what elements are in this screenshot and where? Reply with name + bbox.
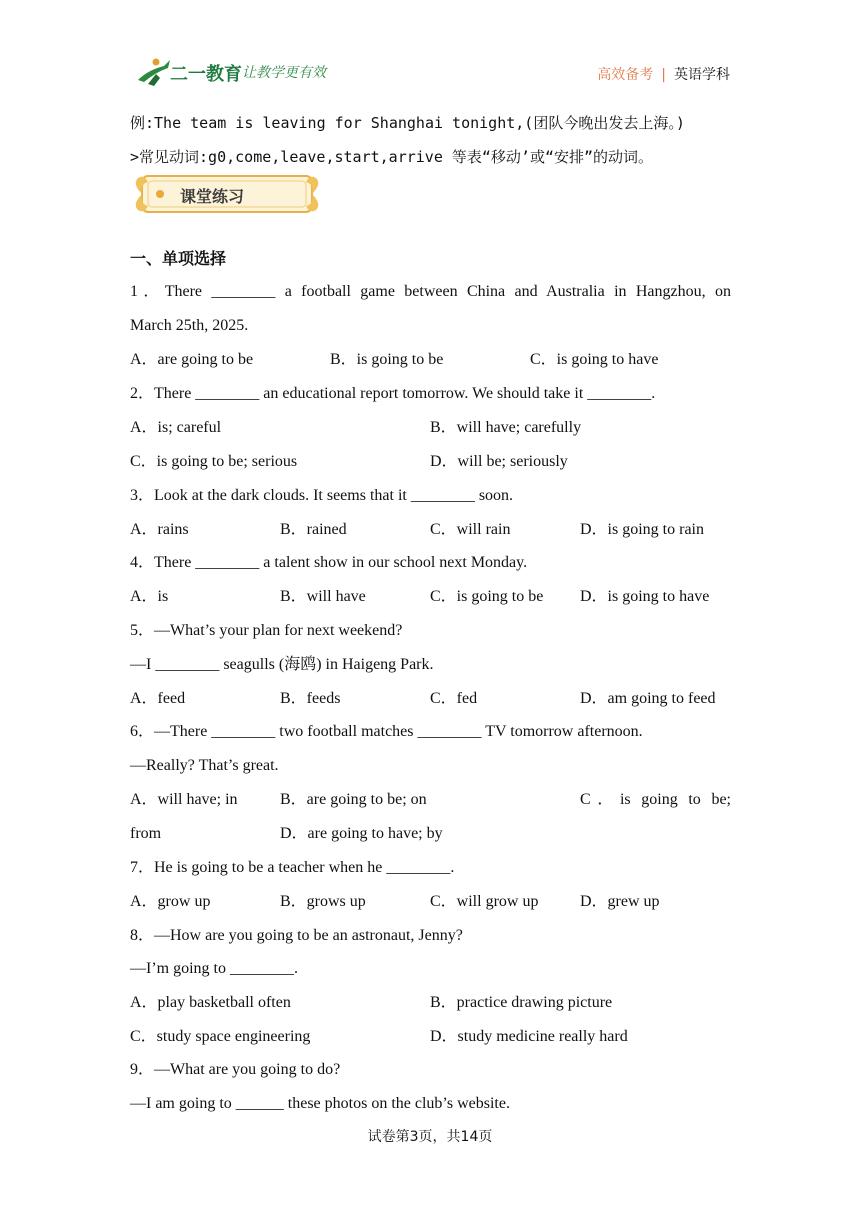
option-a[interactable]: A．is: [130, 588, 169, 605]
option-c[interactable]: C．study space engineering: [130, 1028, 311, 1045]
option-d[interactable]: D．study medicine really hard: [430, 1028, 628, 1045]
option-d[interactable]: D．is going to have: [580, 588, 710, 605]
option-b[interactable]: B．will have; carefully: [430, 419, 582, 436]
question-stem: —Really? That’s great.: [130, 757, 279, 774]
option-b[interactable]: B．is going to be: [330, 351, 444, 368]
question-stem: March 25th, 2025.: [130, 317, 249, 334]
question-stem: 8．—How are you going to be an astronaut, Jenny?: [130, 927, 463, 944]
option-a[interactable]: A．feed: [130, 690, 186, 707]
option-a[interactable]: A．is; careful: [130, 419, 222, 436]
option-a[interactable]: A．rains: [130, 521, 189, 538]
question-stem: 1．There ________ a football game between China and Australia in Hangzhou, on: [130, 283, 731, 300]
question-stem: 5．—What’s your plan for next weekend?: [130, 622, 403, 639]
question-stem: —I’m going to ________.: [130, 960, 298, 977]
question-stem: —I am going to ______ these photos on the club’s website.: [130, 1095, 510, 1112]
option-b[interactable]: B．grows up: [280, 893, 366, 910]
question-stem: 9．—What are you going to do?: [130, 1061, 341, 1078]
runner-icon: [134, 56, 174, 88]
option-c[interactable]: C．will grow up: [430, 893, 539, 910]
option-a[interactable]: A．are going to be: [130, 351, 254, 368]
page-number: 试卷第3页，共14页: [367, 1129, 493, 1145]
option-d[interactable]: D．is going to rain: [580, 521, 704, 538]
logo-name: 二一教育: [170, 64, 242, 85]
page-header: [0, 0, 860, 100]
question-stem: 7．He is going to be a teacher when he ________.: [130, 859, 455, 876]
section-title: 一、单项选择: [130, 249, 227, 268]
option-b[interactable]: B．will have: [280, 588, 366, 605]
question-stem: 3．Look at the dark clouds. It seems that it ________ soon.: [130, 487, 514, 504]
question-stem: 2．There ________ an educational report tomorrow. We should take it ________.: [130, 385, 656, 402]
option-d[interactable]: D．will be; seriously: [430, 453, 568, 470]
option-b[interactable]: B．rained: [280, 521, 347, 538]
option-b[interactable]: B．practice drawing picture: [430, 994, 613, 1011]
example-sentence: 例:The team is leaving for Shanghai tonight,(团队今晚出发去上海。): [130, 114, 685, 132]
practice-banner: [130, 172, 324, 216]
option-b[interactable]: B．feeds: [280, 690, 341, 707]
option-c[interactable]: C．is going to be: [430, 588, 544, 605]
header-subject: [597, 64, 730, 84]
option-c[interactable]: C．will rain: [430, 521, 511, 538]
question-stem: 6．—There ________ two football matches ________ TV tomorrow afternoon.: [130, 723, 643, 740]
option-d[interactable]: D．am going to feed: [580, 690, 716, 707]
header-separator: |: [661, 67, 666, 83]
option-c[interactable]: C．is going to be;: [580, 791, 731, 808]
option-d[interactable]: D．grew up: [580, 893, 660, 910]
option-d[interactable]: D．are going to have; by: [280, 825, 443, 842]
option-a[interactable]: A．play basketball often: [130, 994, 291, 1011]
brand-logo: [134, 56, 354, 90]
option-b[interactable]: B．are going to be; on: [280, 791, 427, 808]
option-c-continued[interactable]: from: [130, 825, 162, 842]
header-subject-label: 英语学科: [674, 67, 730, 83]
logo-slogan: 让教学更有效: [242, 65, 326, 81]
option-c[interactable]: C．fed: [430, 690, 478, 707]
banner-label: 课堂练习: [180, 187, 245, 206]
header-tag: 高效备考: [597, 67, 654, 83]
question-stem: 4．There ________ a talent show in our school next Monday.: [130, 554, 528, 571]
option-c[interactable]: C．is going to have: [530, 351, 659, 368]
option-a[interactable]: A．grow up: [130, 893, 211, 910]
option-c[interactable]: C．is going to be; serious: [130, 453, 298, 470]
question-stem: —I ________ seagulls (海鸥) in Haigeng Park.: [130, 656, 434, 673]
option-a[interactable]: A．will have; in: [130, 791, 238, 808]
common-verbs-note: >常见动词:g0,come,leave,start,arrive 等表“移动’或“安排”的动词。: [130, 148, 654, 166]
